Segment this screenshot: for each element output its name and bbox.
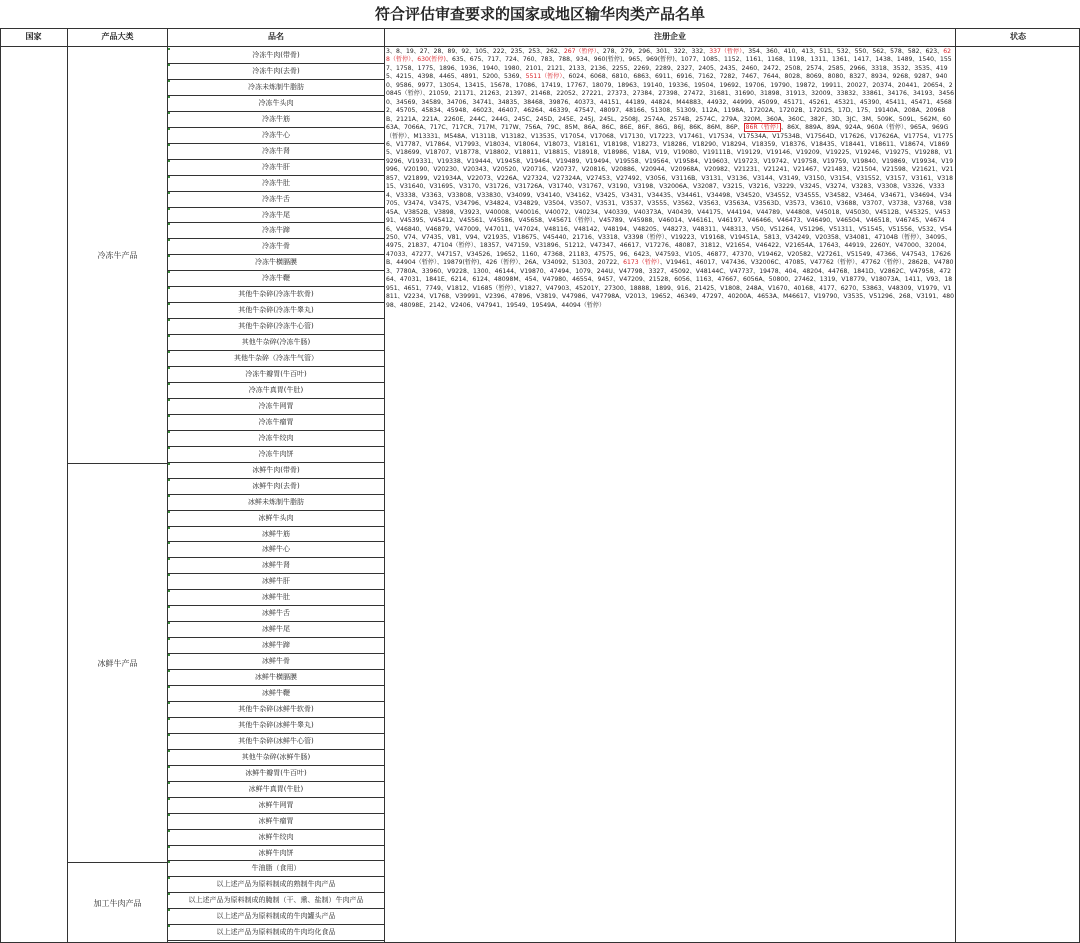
grid-line — [167, 175, 385, 176]
cell-marker — [168, 239, 170, 241]
product-name: 其他牛杂碎（冷冻牛气管） — [234, 354, 318, 363]
grid-line — [167, 462, 385, 463]
cell-marker — [168, 734, 170, 736]
category-chilled: 冰鲜牛产品 — [97, 659, 138, 668]
cell-marker — [168, 766, 170, 768]
grid-line — [167, 207, 385, 208]
grid-line — [167, 876, 385, 877]
cell-marker — [168, 80, 170, 82]
cell-marker — [168, 750, 170, 752]
enterprise-text: 、V19461、46017、V47436、V32006C、47085、V47762（暂停）、47762（暂停）、2862B、V47803、7780A、33960、V9228、1300、46144、V19870、47494、1079、244U、V47798、3327、45092、V48144C、V47737、19478、404、48204、44768、1841D、V2862C、V47958、47264、47031、1841E、6214、6124、48098M、454、V47980、46554、9457、V47209、21528、6056、1163、47667、6056A、50800、27462、1319、V18779、V18073A、1411、V93、18951、4651、7749、V1812、V1685（暂停）、V1827、V47903、45201Y、27300、18888、1899、916、21425、V1808、248A、V1670、40168、4177、6270、53863、V48309、V1979、V1811、V2234、V1768、V39991、V2396、47896、V3819、V47986、V47798A、V2013、19652、46349、47297、40200A、4653A、M46617、V19790、V3535、V51296、268、V3191、48098、48098E、2142、V2406、V47941、19549、19549A、44094（暂停） — [386, 259, 954, 309]
cell-marker — [168, 495, 170, 497]
product-name: 冷冻牛头肉 — [258, 98, 294, 107]
grid-line — [167, 813, 385, 814]
cell-marker — [168, 893, 170, 895]
cell-marker — [168, 527, 170, 529]
grid-line — [167, 191, 385, 192]
product-name: 冰鲜牛肉(去骨) — [252, 481, 300, 490]
cell-marker — [168, 431, 170, 433]
cell-marker — [168, 782, 170, 784]
cell-marker — [168, 128, 170, 130]
cell-marker — [168, 303, 170, 305]
product-name: 冷冻牛骨 — [262, 242, 290, 251]
enterprise-text: 、635、675、717、724、760、783、788、934、960(暂停)、965、969(暂停)、1077、1085、1152、1161、1168、1198、1311、1361、1417、1438、1489、1540、1557、1758、1775、1896、1936、1940、1980、2101、2121、2133、2136、2255、2269、2289、2327、2405、2435、2460、2472、2508、2574、2585、2966、3318、3532、3535、4195、4215、4398、4465、4891、5200、5369、 — [386, 56, 952, 81]
product-name: 冰鲜牛肉饼 — [258, 848, 294, 857]
cell-marker — [168, 319, 170, 321]
grid-line — [167, 526, 385, 527]
suspended-enterprise: 628（暂停）、630(暂停) — [386, 48, 952, 64]
product-name: 冷冻牛横膈膜 — [255, 258, 297, 267]
product-name: 冷冻牛蹄 — [262, 226, 290, 235]
enterprise-text: 、354、360、410、413、511、532、550、562、578、582、623、 — [742, 48, 944, 55]
grid-line — [167, 940, 385, 941]
product-name: 以上述产品为原料制成的牛肉均化食品 — [216, 928, 336, 937]
grid-line — [167, 302, 385, 303]
product-name: 冰鲜牛骨 — [262, 657, 290, 666]
cell-marker — [168, 542, 170, 544]
cell-marker — [168, 686, 170, 688]
product-name: 冷冻牛真胃(牛肚) — [248, 385, 304, 394]
product-name: 冷冻牛绞肉 — [258, 433, 294, 442]
cell-marker — [168, 718, 170, 720]
product-name: 冰鲜未炼制牛脂肪 — [248, 497, 304, 506]
cell-marker — [168, 861, 170, 863]
header-country: 国家 — [25, 32, 42, 41]
grid-line — [167, 621, 385, 622]
product-name: 冷冻牛鞭 — [262, 274, 290, 283]
cell-marker — [168, 192, 170, 194]
header-category: 产品大类 — [101, 32, 134, 41]
grid-line — [167, 222, 385, 223]
product-name: 以上述产品为原料制成的牛肉罐头产品 — [216, 912, 336, 921]
cell-marker — [168, 670, 170, 672]
cell-marker — [168, 287, 170, 289]
grid-line — [167, 637, 385, 638]
grid-line — [167, 717, 385, 718]
cell-marker — [168, 574, 170, 576]
cell-marker — [168, 877, 170, 879]
cell-marker — [168, 48, 170, 50]
cell-marker — [168, 415, 170, 417]
grid-line — [167, 382, 385, 383]
product-name: 其他牛杂碎(冰鲜牛心管) — [238, 736, 314, 745]
suspended-enterprise: 5511（暂停） — [525, 73, 563, 81]
product-name: 其他牛杂碎(冰鲜牛软骨) — [238, 704, 314, 713]
product-name: 冰鲜牛肉(带骨) — [252, 465, 300, 474]
cell-marker — [168, 798, 170, 800]
product-name: 冰鲜牛肚 — [262, 593, 290, 602]
product-name: 冰鲜牛真胃(牛肚) — [248, 784, 304, 793]
cell-marker — [168, 383, 170, 385]
grid-line — [0, 28, 1, 943]
product-name: 冰鲜牛肝 — [262, 577, 290, 586]
cell-marker — [168, 447, 170, 449]
grid-line — [167, 95, 385, 96]
grid-line — [167, 350, 385, 351]
grid-line — [167, 845, 385, 846]
product-name: 其他牛杂碎(冷冻牛心管) — [238, 322, 314, 331]
cell-marker — [168, 208, 170, 210]
product-name: 冷冻牛瓣胃(牛百叶) — [245, 370, 307, 378]
grid-line — [167, 797, 385, 798]
grid-line — [167, 238, 385, 239]
grid-line — [167, 892, 385, 893]
product-name: 其他牛杂碎(冷冻牛肠) — [241, 338, 311, 347]
grid-line — [0, 46, 1080, 47]
cell-marker — [168, 558, 170, 560]
cell-marker — [168, 176, 170, 178]
product-name: 冰鲜牛横膈膜 — [255, 673, 297, 682]
product-name: 冷冻牛肝 — [262, 162, 290, 171]
product-name: 冷冻牛尾 — [262, 210, 290, 219]
grid-line — [167, 127, 385, 128]
product-name: 冷冻牛肉(去骨) — [252, 66, 300, 75]
product-name: 冷冻牛肾 — [262, 146, 290, 155]
grid-line — [167, 159, 385, 160]
grid-line — [167, 829, 385, 830]
cell-marker — [168, 112, 170, 114]
product-name: 冷冻牛肉(带骨) — [252, 51, 300, 59]
product-name: 冷冻牛肚 — [262, 178, 290, 187]
cell-marker — [168, 271, 170, 273]
product-name: 以上述产品为原料制成的腌制（干、熏、盐制）牛肉产品 — [188, 896, 364, 905]
cell-marker — [168, 654, 170, 656]
grid-line — [167, 749, 385, 750]
cell-marker — [168, 830, 170, 832]
product-name: 冷冻牛网胃 — [258, 401, 294, 410]
cell-marker — [168, 144, 170, 146]
product-name: 冰鲜牛网胃 — [258, 800, 294, 809]
grid-line — [167, 924, 385, 925]
grid-line — [167, 908, 385, 909]
grid-line — [167, 254, 385, 255]
suspended-enterprise: 6173（暂停） — [623, 259, 661, 267]
grid-line — [167, 414, 385, 415]
grid-line — [167, 669, 385, 670]
product-name: 冰鲜牛筋 — [262, 529, 290, 538]
product-name: 冰鲜牛绞肉 — [258, 832, 294, 841]
product-name: 牛油脂（食用） — [251, 864, 301, 873]
grid-line — [167, 541, 385, 542]
product-name: 冰鲜牛鞭 — [262, 689, 290, 697]
grid-line — [167, 318, 385, 319]
product-name: 冰鲜牛瓣胃(牛百叶) — [245, 768, 307, 777]
product-name: 冰鲜牛尾 — [262, 625, 290, 634]
product-name: 冰鲜牛肾 — [262, 561, 290, 570]
cell-marker — [168, 511, 170, 513]
cell-marker — [168, 590, 170, 592]
grid-line — [167, 510, 385, 511]
grid-line — [167, 765, 385, 766]
grid-line — [167, 398, 385, 399]
cell-marker — [168, 479, 170, 481]
grid-line — [67, 463, 168, 464]
grid-line — [167, 653, 385, 654]
cell-marker — [168, 925, 170, 927]
grid-line — [167, 701, 385, 702]
grid-line — [955, 28, 956, 943]
cell-marker — [168, 638, 170, 640]
product-name: 冷冻牛舌 — [262, 194, 290, 203]
cell-marker — [168, 463, 170, 465]
header-enterprise: 注册企业 — [654, 32, 686, 41]
grid-line — [167, 334, 385, 335]
header-status: 状态 — [1010, 32, 1026, 41]
cell-marker — [168, 255, 170, 257]
product-name: 以上述产品为原料制成的熟制牛肉产品 — [216, 880, 336, 889]
product-name: 冰鲜牛瘤胃 — [258, 816, 294, 825]
grid-line — [167, 860, 385, 861]
cell-marker — [168, 335, 170, 337]
category-processed: 加工牛肉产品 — [93, 899, 142, 908]
grid-line — [167, 733, 385, 734]
cell-marker — [168, 702, 170, 704]
grid-line — [167, 79, 385, 80]
cell-marker — [168, 367, 170, 369]
product-name: 其他牛杂碎(冷冻牛软骨) — [238, 290, 314, 299]
cell-marker — [168, 606, 170, 608]
cell-marker — [168, 96, 170, 98]
cell-marker — [168, 622, 170, 624]
grid-line — [167, 589, 385, 590]
grid-line — [167, 573, 385, 574]
product-name: 冷冻未炼制牛脂肪 — [248, 82, 304, 91]
cell-marker — [168, 64, 170, 66]
grid-line — [167, 446, 385, 447]
grid-line — [167, 286, 385, 287]
grid-line — [167, 430, 385, 431]
highlighted-enterprise: 86R（暂停） — [745, 124, 779, 132]
product-name: 冷冻牛肉饼 — [258, 449, 294, 458]
enterprise-text: 、278、279、296、301、322、332、 — [596, 48, 710, 55]
product-name: 冷冻牛筋 — [262, 114, 290, 123]
product-name: 冷冻牛心 — [262, 130, 290, 139]
product-name: 冰鲜牛舌 — [262, 609, 290, 618]
enterprise-list — [386, 48, 954, 443]
cell-marker — [168, 846, 170, 848]
cell-marker — [168, 814, 170, 816]
grid-line — [167, 366, 385, 367]
grid-line — [167, 143, 385, 144]
page-title: 符合评估审查要求的国家或地区输华肉类产品名单 — [374, 5, 705, 23]
cell-marker — [168, 160, 170, 162]
product-name: 冰鲜牛头肉 — [258, 513, 294, 522]
grid-line — [167, 494, 385, 495]
cell-marker — [168, 223, 170, 225]
suspended-enterprise: 267（暂停） — [563, 48, 597, 55]
enterprise-text: 3、8、19、27、28、89、92、105、222、235、253、262、 — [386, 48, 564, 55]
grid-line — [167, 605, 385, 606]
enterprise-text: 、86X、889A、89A、924A、960A（暂停）、965A、969G（暂停）、M13331、M548A、V1311B、V13182、V13535、V17054、V17068、V17130、V17223、V17461、V17534、V17534A、V17534B、V17564D、V17626、V17626A、V17754、V17756、V17787、V17864、V17993、V18034、V18064、V18073、V18161、V18198、V18273、V18286、V18290、V18294、V18359、V18376、V18435、V18441、V18611、V18674、V18695、V18699、V18707、V18778、V18802、V18811、V18815、V18918、V18986、V18A、V19、V19080、V19111B、V19129、V19146、V19209、V19225、V19246、V19275、V19288、V19296、V19331、V19338、V19444、V19458、V19464、V19489、V19494、V19558、V19564、V19584、V19603、V19723、V19742、V19758、V19759、V19840、V19869、V19934、V19996、V20190、V20230、V20343、V20520、V20716、V20737、V20816、V20886、V20944、V20968A、V20982、V21231、V21241、V21467、V21483、V21504、V21598、V21621、V21857、V21899、V21934A、V22073、V226A、V27324、V27324A、V27453、V27492、V3056、V3116B、V3131、V3136、V3144、V3149、V3150、V3154、V31552、V3157、V3161、V31815、V31640、V31695、V3170、V31726、V31726A、V31740、V31767、V3190、V3198、V32006A、V32087、V3215、V3216、V3229、V3245、V3274、V3283、V3308、V3326、V3334、V3338、V3363、V33808、V33830、V34099、V34140、V34162、V3425、V3431、V34435、V34461、V34498、V34520、V34552、V34555、V34582、V3464、V34671、V34694、V34705、V3474、V3475、V34796、V34824、V34829、V3504、V3507、V3531、V3537、V3555、V3562、V3563、V3563A、V3563D、V3573、V3610、V3688、V3707、V3738、V3768、V3845A、V3852B、V3898、V3923、V40008、V40016、V40072、V40234、V40339、V40373A、V40439、V44175、V44194、V44789、V44808、V45018、V45030、V4512B、V45325、V45391、V45395、V45412、V45561、V45586、V45658、V45671（暂停）、V45789、V45988、V46014、V46161、V46197、V46466、V46473、V46490、V46504、V46518、V46745、V46746、V46840、V46879、V47009、V47011、V47024、V48116、V48142、V48194、V48205、V48273、V48311、V48313、V50、V51264、V51296、V51311、V51545、V51556、V532、V54250、V74、V7435、V81、V94、V21935、V18675、V45440、21716、V3318、V3398（暂停）、V19223、V19168、V19451A、5813、V34249、V20358、V34081、47104B（暂停）、34095、4975、21837、47104（暂停）、18357、V47159、V31896、51212、V47347、46617、V17276、48087、31812、V21654、V46422、V21654A、17643、44919、2260Y、V47000、32004、47033、47277、V47157、V34526、19652、1160、47368、21183、47575、96、6423、V47593、V105、46877、47370、V19462、V20582、V27261、V51549、47366、V47543、17626B、44904（暂停）、19879(暂停)、426（暂停）、26A、V34092、51303、20722、 — [386, 124, 954, 267]
grid-line — [167, 111, 385, 112]
product-name: 其他牛杂碎(冷冻牛睾丸) — [238, 306, 314, 315]
product-name: 其他牛杂碎(冰鲜牛睾丸) — [238, 720, 314, 729]
grid-line — [167, 270, 385, 271]
grid-line — [167, 557, 385, 558]
grid-line — [167, 685, 385, 686]
cell-marker — [168, 399, 170, 401]
product-name: 冰鲜牛心 — [262, 545, 290, 554]
grid-line — [167, 781, 385, 782]
grid-line — [167, 478, 385, 479]
product-name: 其他牛杂碎(冰鲜牛肠) — [241, 752, 311, 761]
header-product: 品名 — [268, 32, 284, 41]
product-name: 冰鲜牛蹄 — [262, 641, 290, 650]
enterprise-text: 、6024、6068、6810、6863、6911、6916、7162、7282、7467、7644、8028、8069、8080、8327、8934、9268、9287、9400、9586、9977、13054、13415、15678、17086、17419、17767、18079、18963、19140、19336、19504、19692、19706、19790、19872、19911、20027、20374、20441、20654、20845（暂停）、21059、21171、21263、21397、21468、22052、27221、27373、27384、27398、27472、31681、31690、31898、31913、32009、33832、33861、34176、34193、34560、34569、34589、34706、34741、34835、38468、39876、40373、44151、44189、44824、M44883、44932、44999、45099、45171、45261、45321、45390、45411、45471、45682、45705、45834、45948、46023、46407、46264、46339、47547、48097、48166、51308、51309、112A、1198A、17202A、17202B、17202S、17D、175、19140A、208A、20968B、2121A、221A、2260E、244C、244G、245C、245D、245E、245J、245L、2508J、2574A、2574B、2574C、279A、320M、360A、360C、382F、3D、3JC、3M、509K、509L、562M、6063A、7066A、717C、717CR、717M、717W、756A、79C、85M、86A、86C、86E、86F、86G、86J、86K、86M、86P、 — [386, 73, 954, 132]
suspended-enterprise: 337（暂停） — [709, 48, 743, 55]
cell-marker — [168, 351, 170, 353]
grid-line — [67, 862, 168, 863]
product-name: 冷冻牛瘤胃 — [258, 417, 294, 426]
grid-line — [384, 28, 385, 943]
category-frozen: 冷冻牛产品 — [97, 251, 138, 260]
grid-line — [167, 63, 385, 64]
cell-marker — [168, 909, 170, 911]
grid-line — [67, 28, 68, 943]
